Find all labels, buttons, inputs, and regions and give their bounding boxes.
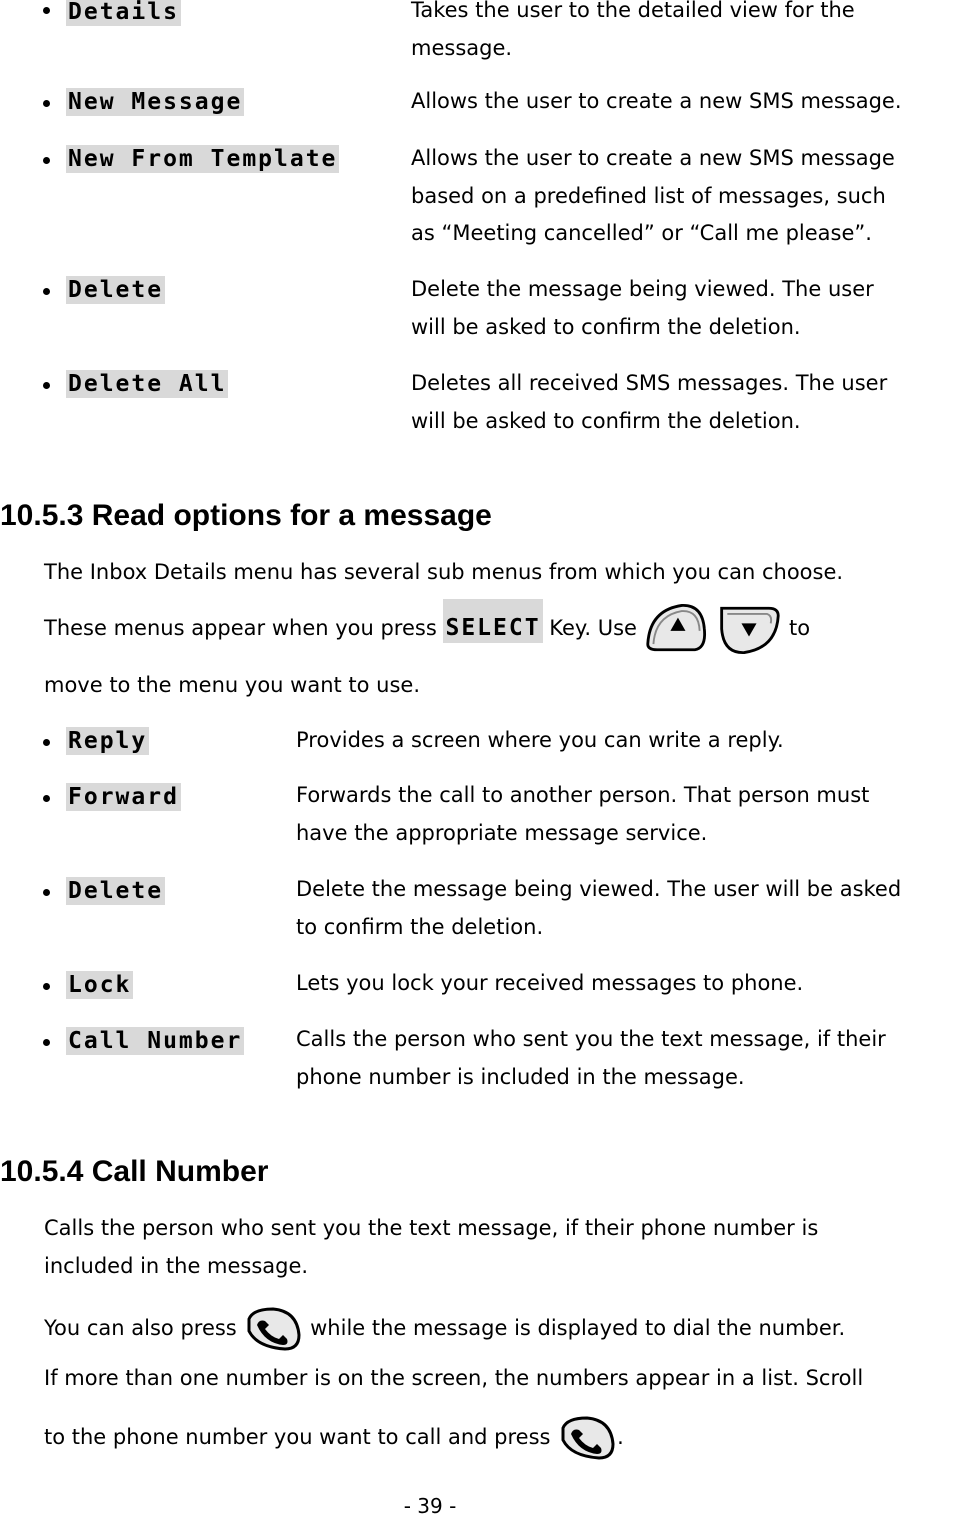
para-text: while the message is displayed to dial the number. bbox=[310, 1316, 846, 1340]
select-key-label: SELECT bbox=[443, 599, 542, 643]
bullet-icon bbox=[43, 739, 50, 746]
description-line: Allows the user to create a new SMS message bbox=[411, 146, 895, 170]
menu-key-reply: Reply bbox=[68, 728, 148, 754]
description-line: Takes the user to the detailed view for the bbox=[411, 0, 855, 22]
call-number-para-line-1: Calls the person who sent you the text message, if their phone number is bbox=[44, 1216, 819, 1240]
call-number-para-line-2: included in the message. bbox=[44, 1254, 309, 1278]
item-description bbox=[296, 965, 803, 1003]
bullet-icon bbox=[43, 795, 50, 802]
intro-text: These menus appear when you press bbox=[44, 616, 437, 640]
para-text: . bbox=[617, 1425, 624, 1449]
description-line: have the appropriate message service. bbox=[296, 820, 708, 845]
menu-key-forward: Forward bbox=[68, 784, 179, 810]
section-heading-10-5-4: 10.5.4 Call Number bbox=[0, 1155, 269, 1188]
menu-key-lock: Lock bbox=[68, 972, 132, 998]
description-line: Forwards the call to another person. That person must bbox=[296, 783, 870, 807]
para-text: to the phone number you want to call and press bbox=[44, 1425, 551, 1449]
bullet-icon bbox=[43, 1039, 50, 1046]
description-line: Lets you lock your received messages to phone. bbox=[296, 971, 804, 995]
item-description bbox=[296, 1021, 886, 1096]
call-number-para-2 bbox=[44, 1298, 845, 1358]
send-call-key-icon bbox=[557, 1414, 617, 1462]
menu-key-new-from-template: New From Template bbox=[68, 146, 338, 172]
para-text: You can also press bbox=[44, 1316, 237, 1340]
description-line: Delete the message being viewed. The user will be asked bbox=[296, 877, 902, 901]
item-description bbox=[296, 777, 869, 852]
description-line: Delete the message being viewed. The user bbox=[411, 277, 874, 301]
item-description bbox=[411, 140, 895, 253]
description-line: Deletes all received SMS messages. The user bbox=[411, 371, 888, 395]
bullet-icon bbox=[43, 157, 50, 164]
intro-line-3: move to the menu you want to use. bbox=[44, 673, 421, 697]
description-line: Calls the person who sent you the text message, if their bbox=[296, 1027, 886, 1051]
description-line: Provides a screen where you can write a reply. bbox=[296, 728, 784, 752]
bullet-icon bbox=[43, 889, 50, 896]
description-line: message. bbox=[411, 35, 513, 60]
menu-key-call-number: Call Number bbox=[68, 1028, 243, 1054]
intro-line-1: The Inbox Details menu has several sub menus from which you can choose. bbox=[44, 560, 844, 584]
description-line: based on a predefined list of messages, such bbox=[411, 183, 886, 208]
description-line: to confirm the deletion. bbox=[296, 914, 544, 939]
menu-key-new-message: New Message bbox=[68, 89, 243, 115]
intro-text: Key. Use bbox=[549, 616, 637, 640]
item-description bbox=[296, 722, 784, 760]
item-description bbox=[411, 365, 887, 440]
send-call-key-icon bbox=[243, 1305, 303, 1353]
description-line: Allows the user to create a new SMS message. bbox=[411, 89, 902, 113]
call-number-para-3-line-1: If more than one number is on the screen, the numbers appear in a list. Scroll bbox=[44, 1366, 864, 1390]
description-line: will be asked to confirm the deletion. bbox=[411, 408, 801, 433]
menu-key-delete: Delete bbox=[68, 878, 164, 904]
bullet-icon bbox=[43, 7, 50, 14]
bullet-icon bbox=[43, 100, 50, 107]
intro-text: to bbox=[789, 616, 811, 640]
description-line: phone number is included in the message. bbox=[296, 1064, 745, 1089]
intro-line-2 bbox=[44, 598, 810, 660]
down-navigation-key-icon bbox=[716, 602, 782, 656]
item-description bbox=[411, 0, 855, 67]
up-navigation-key-icon bbox=[644, 602, 710, 656]
bullet-icon bbox=[43, 983, 50, 990]
page-number: - 39 - bbox=[403, 1494, 457, 1518]
item-description bbox=[296, 871, 901, 946]
section-heading-10-5-3: 10.5.3 Read options for a message bbox=[0, 499, 492, 532]
call-number-para-3-line-2 bbox=[44, 1407, 624, 1467]
item-description bbox=[411, 271, 874, 346]
bullet-icon bbox=[43, 382, 50, 389]
menu-key-details: Details bbox=[68, 0, 179, 25]
menu-key-delete: Delete bbox=[68, 277, 164, 303]
menu-key-delete-all: Delete All bbox=[68, 371, 227, 397]
description-line: will be asked to confirm the deletion. bbox=[411, 314, 801, 339]
bullet-icon bbox=[43, 288, 50, 295]
description-line: as “Meeting cancelled” or “Call me please”. bbox=[411, 221, 872, 245]
item-description bbox=[411, 83, 902, 121]
